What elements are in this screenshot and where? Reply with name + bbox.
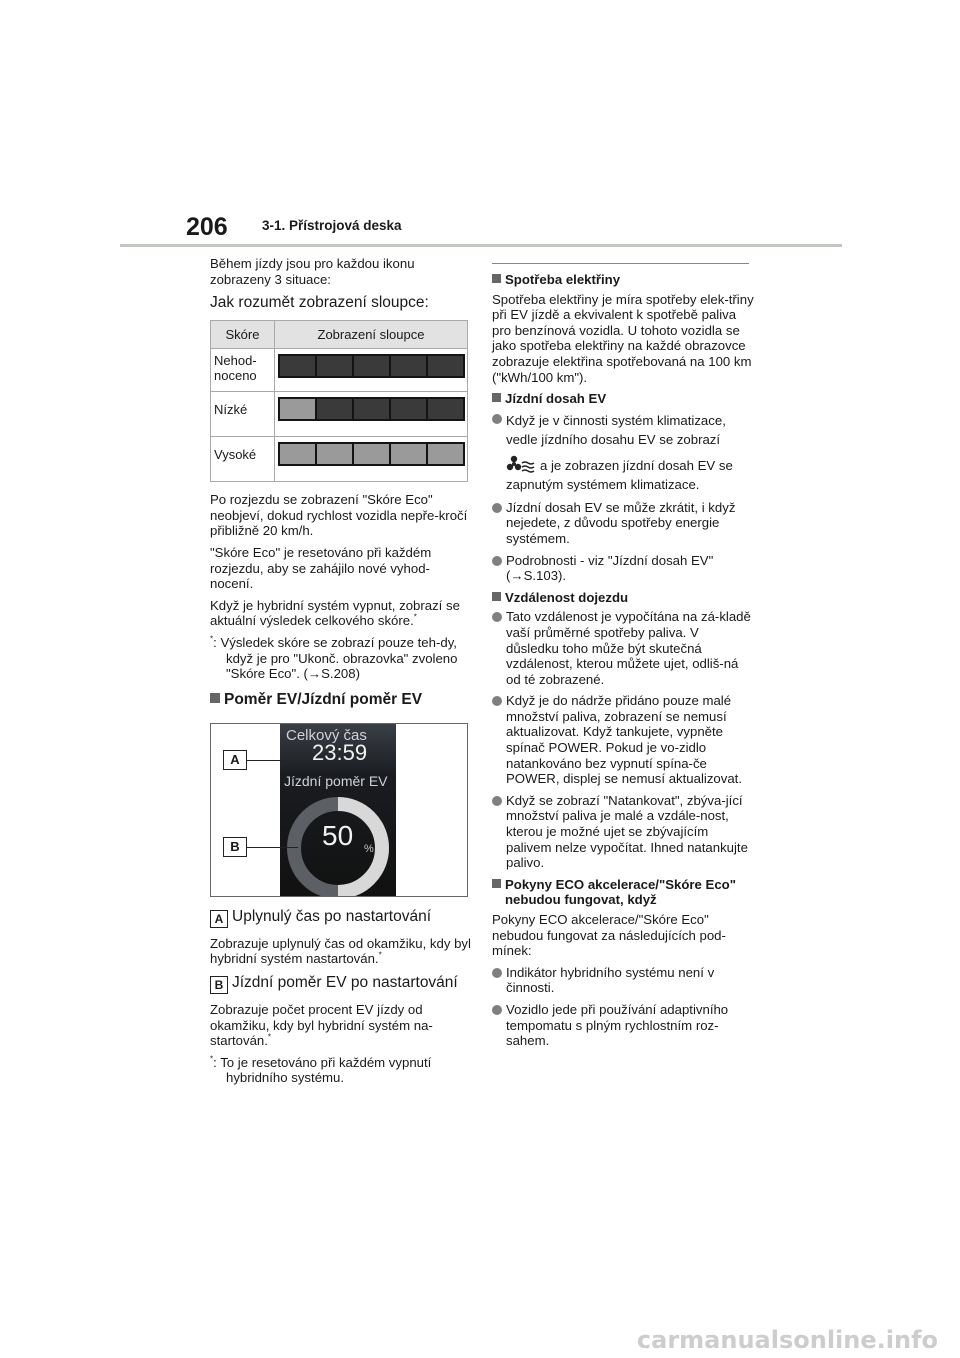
ratio-unit: % (364, 842, 374, 855)
paragraph-text: Když je hybridní systém vypnut, zobrazí se aktuální výsledek celkového skóre. (210, 597, 460, 629)
bar-segment (317, 356, 352, 376)
list-item-text: Když je v činnosti systém klimatizace, vedle jízdního dosahu EV se zobrazí (506, 412, 726, 447)
square-bullet-icon (492, 393, 501, 402)
dot-bullet-icon (492, 968, 502, 978)
bar-segment (391, 444, 426, 464)
ev-ratio-figure (210, 723, 468, 897)
list-item-text: Indikátor hybridního systému není v činnosti. (506, 964, 715, 996)
label-box-a: A (210, 910, 228, 928)
header-rule (120, 244, 842, 247)
dot-bullet-icon (492, 612, 502, 622)
square-bullet-icon (210, 693, 220, 703)
heading-text: Spotřeba elektřiny (505, 272, 621, 287)
climate-fan-icon (506, 455, 536, 473)
ev-heading-text: Poměr EV/Jízdní poměr EV (224, 690, 423, 708)
square-bullet-icon (492, 274, 501, 283)
dot-bullet-icon (492, 796, 502, 806)
bar-segment (428, 444, 463, 464)
bar-segment (391, 399, 426, 419)
paragraph: Po rozjezdu se zobrazení "Skóre Eco" neobjeví, dokud rychlost vozidla nepře-kročí přibližně 20 km/h. (210, 492, 468, 539)
caption-a-text: Uplynulý čas po nastartování (232, 907, 432, 925)
paragraph: Pokyny ECO akcelerace/"Skóre Eco" nebudou fungovat za následujících pod-mínek: (492, 912, 726, 959)
intro-text: Během jízdy jsou pro každou ikonu zobrazeny 3 situace: (210, 256, 415, 287)
footnote-mark: * (378, 950, 382, 960)
square-bullet-icon (492, 879, 501, 888)
list-item (492, 965, 754, 996)
callout-line-b (246, 847, 298, 848)
list-item-text: Tato vzdálenost je vypočítána na zá-kladě vaší průměrné spotřeby paliva. V důsledku toho může být skutečná vzdálenost, kterou můžete ujet, odliš-ná od té zobrazené. (506, 609, 751, 687)
screen-title-ratio: Jízdní poměr EV (284, 772, 388, 789)
caption-a (210, 907, 472, 928)
table-row (211, 392, 468, 437)
desc-a (210, 936, 472, 967)
table-row (211, 349, 468, 392)
bar-segment (354, 399, 389, 419)
fan-line (506, 455, 754, 494)
list-item (492, 609, 754, 687)
list-item-text: Podrobnosti - viz "Jízdní dosah EV" (→S.103). (506, 552, 714, 584)
heading-electricity (492, 272, 754, 288)
bar-segment (428, 356, 463, 376)
watermark: carmanualsonline.info (636, 1326, 938, 1354)
footnote-mark: * (210, 634, 214, 644)
list-item-text: a je zobrazen jízdní dosah EV se zapnutým systémem klimatizace. (506, 457, 733, 492)
paragraph: "Skóre Eco" je resetováno při každém rozjezdu, aby se zahájilo nové vyhod-nocení. (210, 544, 432, 592)
caption-b-text: Jízdní poměr EV po nastartování (232, 973, 458, 991)
bar-segment (354, 444, 389, 464)
bar-segment (391, 356, 426, 376)
dot-bullet-icon (492, 696, 502, 706)
footnote (210, 1055, 472, 1086)
bar-segment (280, 399, 315, 419)
heading-distance (492, 590, 754, 606)
bar-segment (354, 356, 389, 376)
heading-text: Jízdní dosah EV (505, 391, 607, 407)
heading-text: Pokyny ECO akcelerace/"Skóre Eco" nebudou fungovat, když (505, 876, 736, 908)
list-item-text: Vozidlo jede při používání adaptivního tempomatu s plným rychlostním roz-sahem. (506, 1001, 729, 1049)
list-item (492, 411, 754, 494)
list-item (492, 553, 754, 584)
label-box-b: B (210, 976, 228, 994)
footnote-mark: * (210, 1054, 214, 1064)
desc-a-text: Zobrazuje uplynulý čas od okamžiku, kdy byl hybridní systém nastartován. (210, 935, 471, 967)
bar-segment (280, 444, 315, 464)
paragraph (210, 598, 472, 629)
bar-cell (275, 437, 468, 482)
bar-segment (317, 444, 352, 464)
list-item-text: Jízdní dosah EV se může zkrátit, i když nejedete, z důvodu spotřeby energie systémem. (506, 499, 736, 546)
desc-b (210, 1002, 472, 1049)
list-item (492, 1002, 754, 1049)
footnote (210, 635, 472, 682)
desc-b-text: Zobrazuje počet procent EV jízdy od okamžiku, kdy byl hybridní systém na-startován. (210, 1001, 433, 1049)
right-column (492, 268, 754, 1055)
score-table (210, 320, 468, 482)
ev-heading (210, 690, 472, 709)
dot-bullet-icon (492, 414, 502, 424)
list-item-text: Když se zobrazí "Natankovat", zbýva-jící množství paliva je malé a vzdále-nost, kterou je možné ujet se zbývajícím palivem nelze vypočítat. Ihned natankujte palivo. (506, 792, 748, 871)
bar-segment (280, 356, 315, 376)
row-label: Vysoké (211, 437, 275, 482)
heading-text: Vzdálenost dojezdu (505, 589, 629, 605)
footnote-mark: * (413, 612, 417, 622)
ratio-value: 50 (322, 819, 354, 851)
footnote-text: : Výsledek skóre se zobrazí pouze teh-dy, když je pro "Ukonč. obrazovka" zvoleno "Skóre Eco". (→S.208) (213, 634, 458, 682)
row-label: Nehod- noceno (211, 349, 275, 392)
left-column (210, 256, 472, 1092)
heading-eco (492, 877, 754, 908)
bar-col-header: Zobrazení sloupce (275, 321, 468, 349)
row-label: Nízké (211, 392, 275, 437)
bar-cell (275, 349, 468, 392)
paragraph: Spotřeba elektřiny je míra spotřeby elek-třiny při EV jízdě a ekvivalent k spotřebě paliva pro benzínová vozidla. U tohoto vozidla se jako spotřeba elektřiny na každé obrazovce zobrazuje elektřina spotřebovaná na 100 km ("kWh/100 km"). (492, 291, 754, 385)
bar-segment (317, 399, 352, 419)
list-item-text: Když je do nádrže přidáno pouze malé množství paliva, zobrazení se nemusí aktualizovat. Když tankujete, vypněte spínač POWER. Pokud je vo-zidlo natankováno bez vypnutí spína-če POWER, displej se nemusí aktualizovat. (506, 693, 743, 787)
square-bullet-icon (492, 592, 501, 601)
score-bar (278, 442, 465, 466)
screen-time: 23:59 (312, 739, 368, 765)
list-item (492, 693, 754, 787)
list-item (492, 500, 754, 547)
page-number: 206 (186, 213, 228, 241)
bar-cell (275, 392, 468, 437)
caption-b (210, 973, 472, 994)
section-title: 3-1. Přístrojová deska (262, 218, 402, 233)
callout-b: B (223, 837, 247, 857)
meter-screen (280, 724, 396, 896)
bar-segment (428, 399, 463, 419)
callout-a: A (223, 750, 247, 770)
footnote-text: : To je resetováno při každém vypnutí hybridního systému. (213, 1054, 432, 1086)
footnote-mark: * (267, 1032, 272, 1042)
bar-heading: Jak rozumět zobrazení sloupce: (210, 294, 429, 312)
heading-ev-range (492, 391, 754, 407)
dot-bullet-icon (492, 556, 502, 566)
score-col-header: Skóre (211, 321, 275, 349)
score-bar (278, 397, 465, 421)
dot-bullet-icon (492, 1005, 502, 1015)
callout-line-a (246, 760, 284, 761)
list-item (492, 793, 754, 871)
screen-title-time: Celkový čas (286, 726, 367, 744)
right-column-rule (492, 263, 749, 264)
dot-bullet-icon (492, 503, 502, 513)
table-row (211, 437, 468, 482)
score-bar (278, 354, 465, 378)
